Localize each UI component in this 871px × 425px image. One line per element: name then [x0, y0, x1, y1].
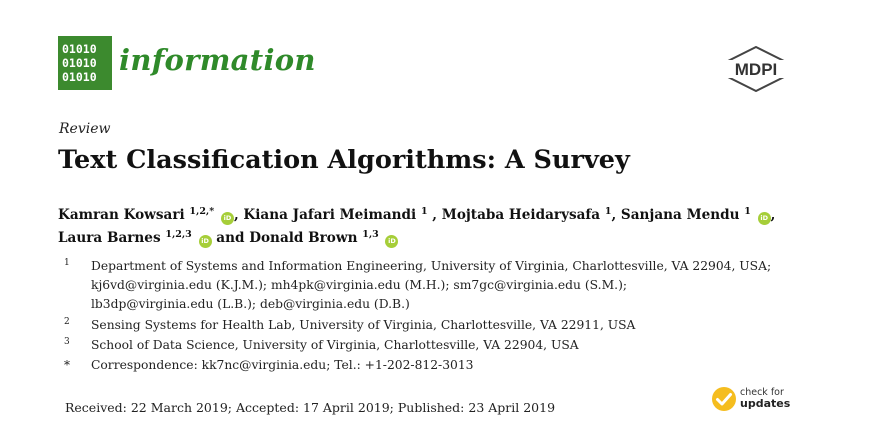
- affiliation-mark: 3: [64, 337, 70, 347]
- publisher-logo-text: MDPI: [734, 60, 778, 79]
- author-name: Sanjana Mendu: [620, 207, 740, 223]
- correspondence-text: Correspondence: kk7nc@virginia.edu; Tel.: +1-202-812-3013: [91, 358, 474, 372]
- affiliation-text: Department of Systems and Information Engineering, University of Virginia, Charlottesville, VA 22904, USA;: [91, 259, 772, 273]
- author-affiliation-sup: 1,2,3: [165, 229, 192, 240]
- author-separator: and: [211, 230, 250, 246]
- author-name: Mojtaba Heidarysafa: [441, 207, 601, 223]
- article-type: Review: [59, 121, 111, 137]
- affiliation-mark: 2: [64, 317, 70, 327]
- journal-logo: [58, 36, 112, 90]
- orcid-icon[interactable]: iD: [758, 212, 771, 225]
- author-affiliation-sup: 1,3: [362, 229, 379, 240]
- affiliation-text: School of Data Science, University of Virginia, Charlottesville, VA 22904, USA: [91, 338, 579, 352]
- author-separator: ,: [427, 207, 442, 223]
- orcid-icon[interactable]: iD: [199, 235, 212, 248]
- author-affiliation-sup: 1: [744, 206, 751, 217]
- author-affiliation-sup: 1: [604, 206, 612, 217]
- updates-text-line1: check for: [740, 387, 784, 398]
- orcid-icon[interactable]: iD: [221, 212, 234, 225]
- author-name: Kamran Kowsari: [58, 207, 185, 223]
- author-list: [58, 204, 818, 250]
- publication-dates: Received: 22 March 2019; Accepted: 17 April 2019; Published: 23 April 2019: [65, 400, 556, 415]
- journal-name: information: [119, 43, 316, 77]
- logo-line: 01010: [62, 56, 97, 70]
- author-name: Laura Barnes: [58, 230, 161, 246]
- author-separator: ,: [770, 207, 776, 223]
- logo-line: 01010: [62, 70, 97, 84]
- author-affiliation-sup: 1: [420, 206, 428, 217]
- publisher-logo: [720, 46, 792, 92]
- affiliation-mark: 1: [64, 258, 70, 268]
- affiliation-text: kj6vd@virginia.edu (K.J.M.); mh4pk@virginia.edu (M.H.); sm7gc@virginia.edu (S.M.);: [91, 278, 628, 292]
- updates-text-line2: updates: [740, 397, 791, 410]
- check-icon: [711, 386, 737, 412]
- check-for-updates-badge[interactable]: [711, 386, 801, 418]
- logo-line: 01010: [62, 42, 97, 56]
- author-separator: ,: [611, 207, 621, 223]
- affiliation-text: lb3dp@virginia.edu (L.B.); deb@virginia.edu (D.B.): [91, 297, 410, 311]
- author-name: Donald Brown: [249, 230, 358, 246]
- author-name: Kiana Jafari Meimandi: [243, 207, 417, 223]
- author-affiliation-sup: 1,2,*: [189, 206, 215, 217]
- orcid-icon[interactable]: iD: [385, 235, 398, 248]
- affiliation-text: Sensing Systems for Health Lab, University of Virginia, Charlottesville, VA 22911, USA: [91, 318, 636, 332]
- updates-text: [740, 387, 790, 409]
- author-separator: ,: [233, 207, 244, 223]
- article-title: Text Classification Algorithms: A Survey: [58, 145, 630, 175]
- correspondence-mark: *: [64, 358, 70, 372]
